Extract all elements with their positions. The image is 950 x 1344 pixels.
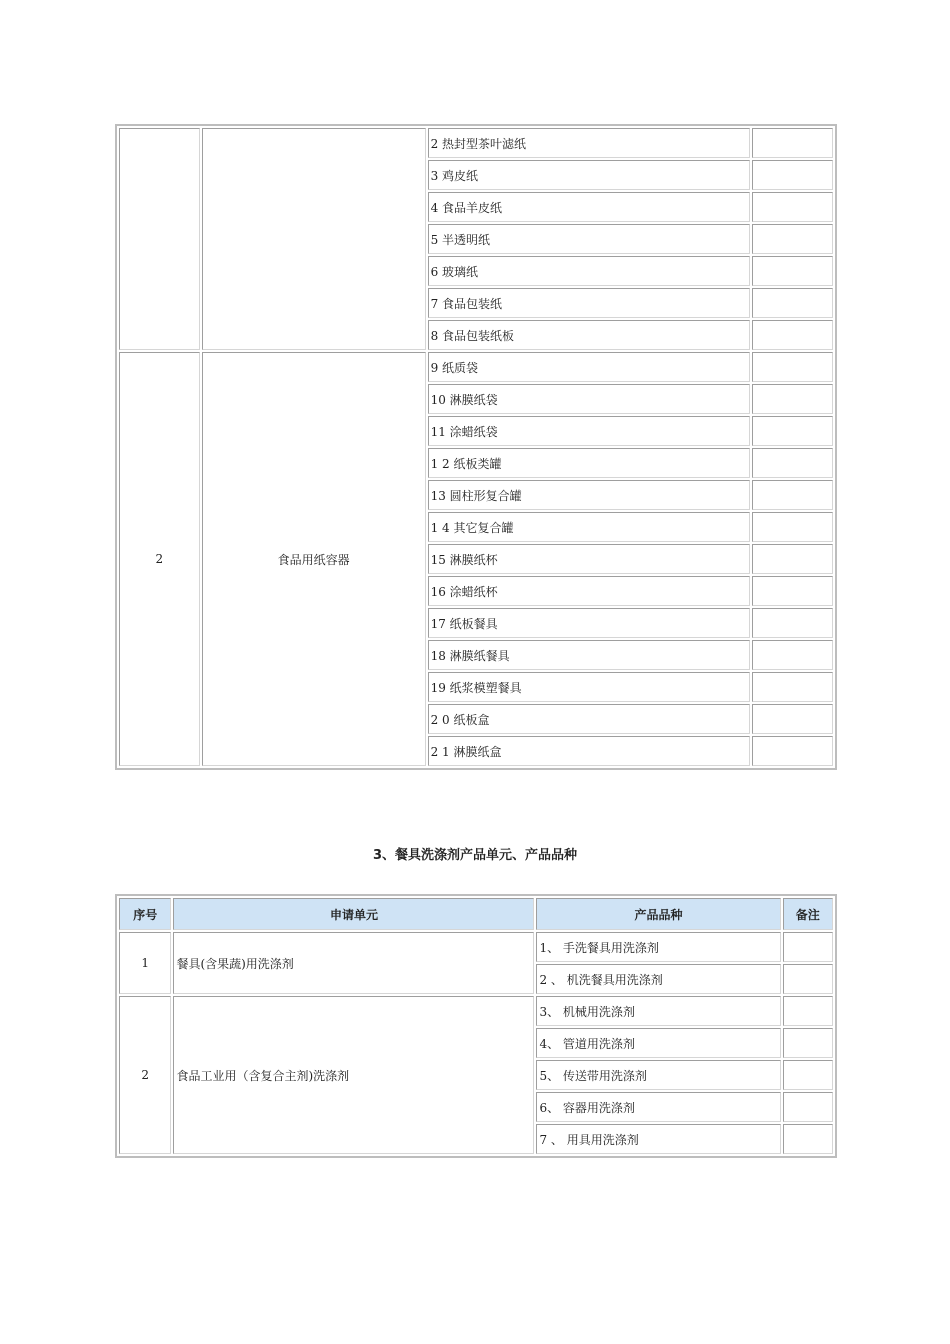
note-cell (783, 1060, 833, 1090)
index-cell: 2 (119, 996, 171, 1154)
product-cell: 2 、 机洗餐具用洗涤剂 (536, 964, 780, 994)
detergent-products-table (115, 894, 837, 1158)
paper-products-table (115, 124, 837, 770)
product-cell: 2 热封型茶叶滤纸 (428, 128, 751, 158)
note-cell (783, 1028, 833, 1058)
header-row (119, 898, 833, 930)
product-cell: 5、 传送带用洗涤剂 (536, 1060, 780, 1090)
product-cell: 7 食品包装纸 (428, 288, 751, 318)
note-cell (783, 964, 833, 994)
note-cell (752, 576, 833, 606)
note-cell (752, 480, 833, 510)
table-row (119, 128, 833, 158)
note-cell (752, 320, 833, 350)
section-title: 3、餐具洗涤剂产品单元、产品品种 (372, 848, 578, 863)
product-cell: 1 2 纸板类罐 (428, 448, 751, 478)
header-index: 序号 (119, 898, 171, 930)
unit-cell: 食品工业用（含复合主剂)洗涤剂 (173, 996, 534, 1154)
product-cell: 2 0 纸板盒 (428, 704, 751, 734)
product-cell: 1、 手洗餐具用洗涤剂 (536, 932, 780, 962)
note-cell (752, 640, 833, 670)
note-cell (783, 1092, 833, 1122)
table-row (119, 996, 833, 1026)
table-row (119, 932, 833, 962)
unit-cell: 餐具(含果蔬)用洗涤剂 (173, 932, 534, 994)
header-note: 备注 (783, 898, 833, 930)
header-unit: 申请单元 (173, 898, 534, 930)
product-cell: 2 1 淋膜纸盒 (428, 736, 751, 766)
note-cell (783, 1124, 833, 1154)
note-cell (752, 224, 833, 254)
note-cell (783, 932, 833, 962)
product-cell: 13 圆柱形复合罐 (428, 480, 751, 510)
note-cell (752, 512, 833, 542)
product-cell: 10 淋膜纸袋 (428, 384, 751, 414)
note-cell (752, 128, 833, 158)
index-cell (119, 128, 200, 350)
index-cell: 1 (119, 932, 171, 994)
note-cell (752, 704, 833, 734)
note-cell (752, 288, 833, 318)
unit-cell: 食品用纸容器 (202, 352, 426, 766)
note-cell (752, 608, 833, 638)
product-cell: 11 涂蜡纸袋 (428, 416, 751, 446)
note-cell (752, 160, 833, 190)
product-cell: 7 、 用具用洗涤剂 (536, 1124, 780, 1154)
note-cell (752, 544, 833, 574)
note-cell (752, 192, 833, 222)
product-cell: 3 鸡皮纸 (428, 160, 751, 190)
note-cell (783, 996, 833, 1026)
product-cell: 16 涂蜡纸杯 (428, 576, 751, 606)
product-cell: 18 淋膜纸餐具 (428, 640, 751, 670)
product-cell: 9 纸质袋 (428, 352, 751, 382)
product-cell: 4、 管道用洗涤剂 (536, 1028, 780, 1058)
note-cell (752, 416, 833, 446)
product-cell: 5 半透明纸 (428, 224, 751, 254)
product-cell: 1 4 其它复合罐 (428, 512, 751, 542)
product-cell: 6 玻璃纸 (428, 256, 751, 286)
note-cell (752, 672, 833, 702)
note-cell (752, 736, 833, 766)
product-cell: 3、 机械用洗涤剂 (536, 996, 780, 1026)
product-cell: 8 食品包装纸板 (428, 320, 751, 350)
unit-cell (202, 128, 426, 350)
product-cell: 4 食品羊皮纸 (428, 192, 751, 222)
index-cell: 2 (119, 352, 200, 766)
note-cell (752, 384, 833, 414)
product-cell: 6、 容器用洗涤剂 (536, 1092, 780, 1122)
note-cell (752, 352, 833, 382)
product-cell: 19 纸浆模塑餐具 (428, 672, 751, 702)
table-row (119, 352, 833, 382)
note-cell (752, 256, 833, 286)
note-cell (752, 448, 833, 478)
product-cell: 15 淋膜纸杯 (428, 544, 751, 574)
header-product: 产品品种 (536, 898, 780, 930)
product-cell: 17 纸板餐具 (428, 608, 751, 638)
